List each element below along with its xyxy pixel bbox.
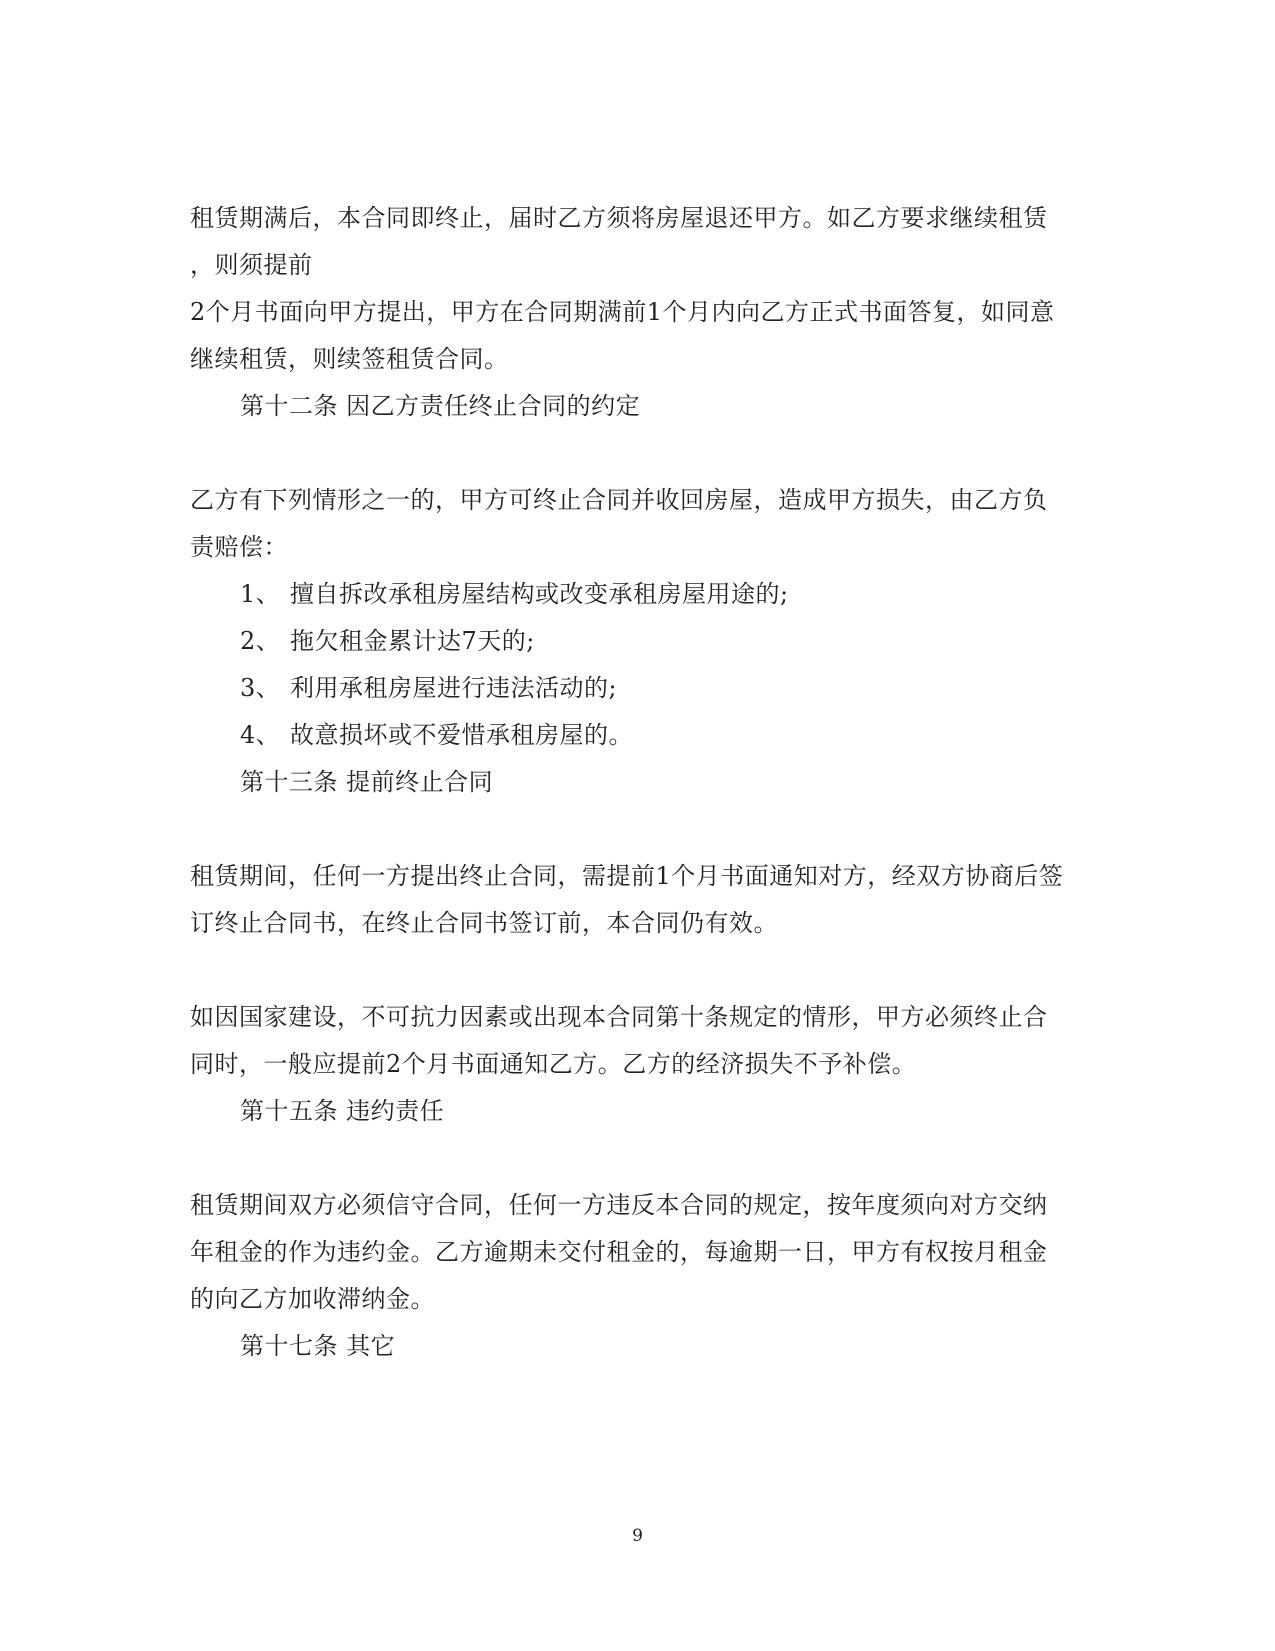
list-item-text: 利用承租房屋进行违法活动的; [290,674,618,702]
list-item-number: 4、 [240,721,281,749]
list-item [240,720,633,750]
paragraph-line: 同时，一般应提前2个月书面通知乙方。乙方的经济损失不予补偿。 [190,1050,917,1078]
list-item-text: 擅自拆改承租房屋结构或改变承租房屋用途的; [290,580,789,608]
article-13-heading: 第十三条 提前终止合同 [240,768,494,796]
paragraph-line: 订终止合同书，在终止合同书签订前，本合同仍有效。 [190,909,778,937]
list-item [240,579,789,609]
list-item-number: 2、 [240,627,281,655]
list-item [240,626,535,656]
paragraph-line: 租赁期间双方必须信守合同，任何一方违反本合同的规定，按年度须向对方交纳 [190,1191,1048,1219]
paragraph-line: 继续租赁，则续签租赁合同。 [190,345,509,373]
paragraph-line: 责赔偿： [190,533,288,561]
paragraph-line: 租赁期间，任何一方提出终止合同，需提前1个月书面通知对方，经双方协商后签 [190,862,1064,890]
paragraph-line: ，则须提前 [190,251,313,279]
article-12-heading: 第十二条 因乙方责任终止合同的约定 [240,392,641,420]
article-15-heading: 第十五条 违约责任 [240,1097,445,1125]
paragraph-line: 租赁期满后，本合同即终止，届时乙方须将房屋退还甲方。如乙方要求继续租赁 [190,204,1048,232]
page-number: 9 [632,1526,643,1546]
list-item-text: 拖欠租金累计达7天的; [290,627,535,655]
list-item-text: 故意损坏或不爱惜承租房屋的。 [290,721,633,749]
paragraph-line: 年租金的作为违约金。乙方逾期未交付租金的，每逾期一日，甲方有权按月租金 [190,1238,1048,1266]
paragraph-line: 乙方有下列情形之一的，甲方可终止合同并收回房屋，造成甲方损失，由乙方负 [190,486,1048,514]
article-17-heading: 第十七条 其它 [240,1332,396,1360]
paragraph-line: 的向乙方加收滞纳金。 [190,1285,435,1313]
list-item-number: 1、 [240,580,281,608]
paragraph-line: 如因国家建设，不可抗力因素或出现本合同第十条规定的情形，甲方必须终止合 [190,1003,1048,1031]
paragraph-line: 2个月书面向甲方提出，甲方在合同期满前1个月内向乙方正式书面答复，如同意 [190,298,1055,326]
list-item [240,673,617,703]
list-item-number: 3、 [240,674,281,702]
